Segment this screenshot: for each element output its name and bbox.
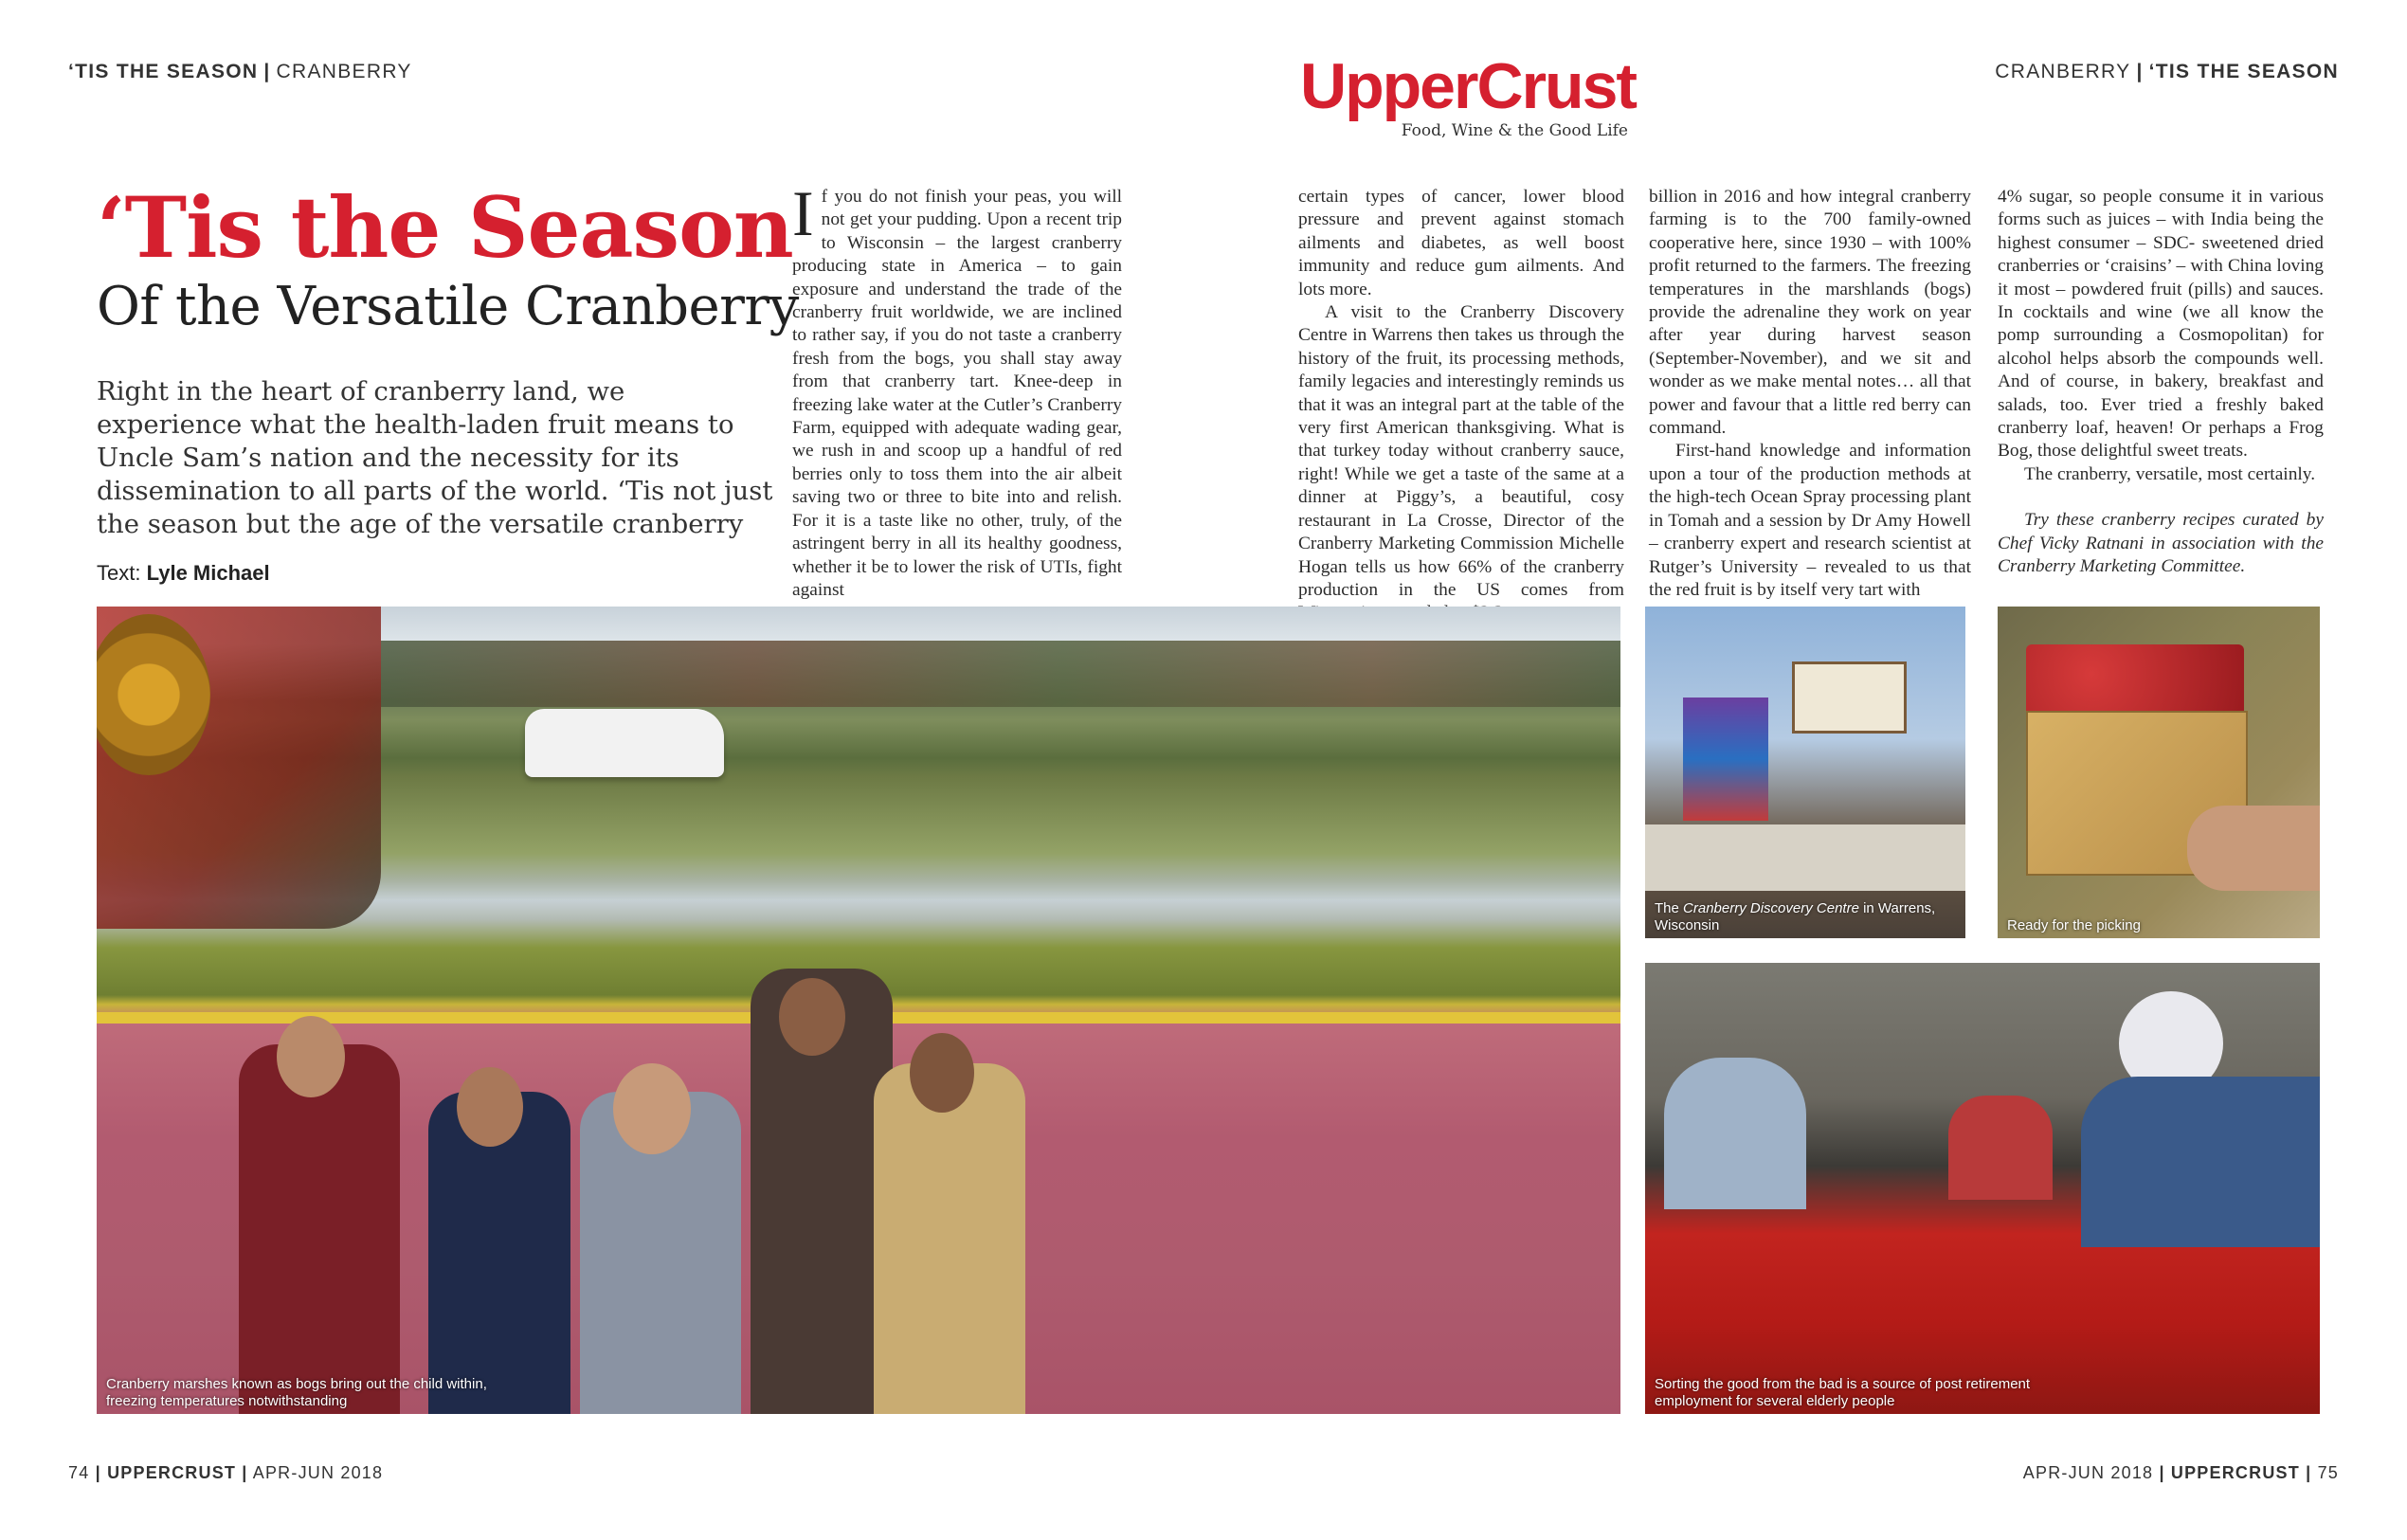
page-number: 74	[68, 1463, 90, 1482]
recipe-note: Try these cranberry recipes curated by Chef Vicky Ratnani in association with the Cranberry Marketing Committee.	[1998, 510, 2324, 577]
footer-magazine: UPPERCRUST	[2170, 1463, 2300, 1482]
photo-person-head	[457, 1067, 523, 1147]
footer-left: 74 | UPPERCRUST | APR-JUN 2018	[68, 1463, 384, 1482]
photo-caption: Cranberry marshes known as bogs bring out the child within, freezing temperatures notwithstanding	[106, 1376, 487, 1409]
photo-sign	[1792, 661, 1907, 734]
caption-text: in Warrens, Wisconsin	[1655, 900, 1936, 933]
running-head-separator: |	[263, 61, 271, 82]
photo-worker	[2081, 1077, 2320, 1247]
drop-cap: I	[792, 177, 814, 249]
photo-caption: Ready for the picking	[2007, 917, 2141, 933]
byline-author: Lyle Michael	[146, 561, 270, 585]
uppercrust-logo: UpperCrust	[1300, 50, 1637, 122]
body-paragraph: certain types of cancer, lower blood pressure and prevent against stomach ailments and diabetes, as well boost immunity and reduce gum ailments. And lots more.	[1298, 187, 1624, 299]
body-paragraph: 4% sugar, so people consume it in various forms such as juices – with India being the highest consumer – SDC- sweetened dried cranberries or ‘craisins’ – with China loving it most – powdered fruit (pills) and sauces. In cocktails and wine (we all know the pomp surrounding a Cosmopolitan) for alcohol helps absorb the compounds well. And of course, in bakery, breakfast and salads, too. Ever tried a freshly baked cranberry loaf, heaven! Or perhaps a Frog Bog, those delightful sweet treats.	[1998, 187, 2324, 462]
article-standfirst: Right in the heart of cranberry land, we experience what the health-laden fruit means to Uncle Sam’s nation and the necessity for its dissemination to all parts of the world. ‘Tis not just the season but the age of the versatile cranberry	[97, 376, 773, 539]
body-paragraph: First-hand knowledge and information upon a tour of the production methods at the high-tech Ocean Spray processing plant in Tomah and a session by Dr Amy Howell – cranberry expert and research scientist at Rutger’s University – revealed to us that the red fruit is by itself very tart with	[1649, 441, 1971, 600]
photo-discovery-centre	[1645, 607, 1965, 938]
footer-right: APR-JUN 2018 | UPPERCRUST | 75	[2022, 1463, 2339, 1482]
body-paragraph: billion in 2016 and how integral cranberry farming is to the 700 family-owned cooperative here, since 1930 – with 100% profit returned to the farmers. The freezing temperatures in the marshlands (bogs) provide the adrenaline they work on year after year during harvest season (September-November), and we sit and wonder as we make mental notes… all that power and favour that a little red berry can command.	[1649, 187, 1971, 439]
body-column-4	[1998, 186, 2324, 579]
masthead	[1300, 50, 1637, 140]
masthead-tagline: Food, Wine & the Good Life	[1401, 121, 1628, 140]
byline-label: Text:	[97, 561, 141, 585]
photo-worker	[1664, 1058, 1806, 1209]
photo-caption: Sorting the good from the bad is a source of post retirement employment for several elderly people	[1655, 1376, 2031, 1409]
photo-person	[239, 1044, 400, 1414]
photo-person-head	[277, 1016, 345, 1097]
running-head-right	[1995, 61, 2339, 83]
article-title: ‘Tis the Season	[97, 178, 793, 277]
photo-berries	[2026, 644, 2244, 718]
caption-text: The	[1655, 900, 1679, 916]
running-head-topic: CRANBERRY	[1995, 61, 2131, 82]
photo-person-head	[613, 1063, 691, 1154]
article-byline	[97, 561, 270, 586]
photo-person-head	[779, 978, 845, 1056]
body-paragraph: A visit to the Cranberry Discovery Centre in Warrens then takes us through the history of the fruit, its processing methods, family legacies and interestingly reminds us that it was an integral part at the table of the very first American thanksgiving. What is that turkey today without cranberry sauce, right! While we get a taste of the same at a dinner at Piggy’s, a beautiful, cosy restaurant in La Crosse, Director of the Cranberry Marketing Commission Michelle Hogan tells us how 66% of the cranberry production in the US comes from	[1298, 302, 1624, 600]
footer-issue: APR-JUN 2018	[2022, 1463, 2154, 1482]
running-head-left	[68, 61, 412, 83]
article-subtitle: Of the Versatile Cranberry	[97, 276, 799, 337]
body-column-1	[792, 177, 1122, 602]
photo-caption	[1655, 900, 1948, 934]
body-column-3	[1649, 186, 1971, 602]
photo-porch	[1645, 824, 1965, 891]
page-number: 75	[2317, 1463, 2339, 1482]
photo-treeline	[381, 641, 1620, 707]
photo-hand	[2187, 806, 2320, 891]
body-paragraph: f you do not finish your peas, you will not get your pudding. Upon a recent trip to Wisconsin – the largest cranberry producing state in America – to gain exposure and understand the trade of the cranberry fruit worldwide, we are inclined to rather say, if you do not taste a cranberry fresh from the bogs, you shall stay away from that cranberry tart. Knee-deep in freezing lake water at the Cutler’s Cranberry Farm, equipped with adequate wading gear, we rush in and scoop up a handful of red berries only to toss them into the air albeit saving two or three to bite into and relish. For it is a taste like no other, truly, of the astringent berry in all its healthy goodness, whether it be to lower the risk of UTIs, fight against	[792, 187, 1122, 600]
photo-person	[874, 1063, 1025, 1414]
photo-person-head	[910, 1033, 974, 1113]
photo-worker	[1948, 1096, 2053, 1200]
body-column-2	[1298, 186, 1624, 625]
footer-magazine: UPPERCRUST	[107, 1463, 237, 1482]
footer-issue: APR-JUN 2018	[252, 1463, 384, 1482]
running-head-separator: |	[2136, 61, 2144, 82]
photo-car	[525, 709, 724, 777]
running-head-topic: CRANBERRY	[276, 61, 412, 82]
photo-sorting-line	[1645, 963, 2320, 1414]
photo-cranberry-crate	[1998, 607, 2320, 938]
photo-cranberry-bog	[97, 607, 1620, 1414]
body-paragraph: The cranberry, versatile, most certainly.	[2024, 463, 2316, 484]
caption-emphasis: Cranberry Discovery Centre	[1683, 900, 1859, 916]
running-head-section: ‘TIS THE SEASON	[68, 61, 259, 82]
running-head-section: ‘TIS THE SEASON	[2148, 61, 2339, 82]
photo-open-flag	[1683, 698, 1768, 821]
